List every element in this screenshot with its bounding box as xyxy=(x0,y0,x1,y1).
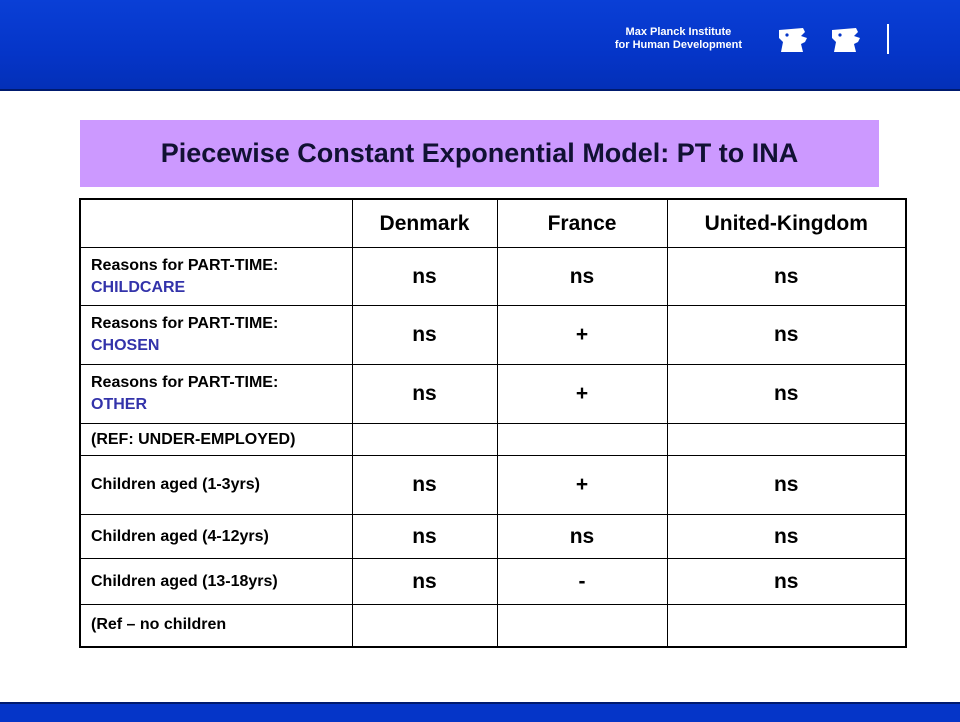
row-label-text: (Ref – no children xyxy=(91,616,227,634)
header-empty-cell xyxy=(80,199,352,248)
table-cell: ns xyxy=(497,248,667,306)
table-cell xyxy=(497,424,667,456)
row-label xyxy=(80,515,352,559)
table-cell: ns xyxy=(667,456,906,515)
row-label xyxy=(80,365,352,424)
institute-line-2: for Human Development xyxy=(614,39,742,51)
table-header-row xyxy=(80,199,906,248)
mpg-logo-icon xyxy=(777,26,811,54)
column-header: United-Kingdom xyxy=(667,199,906,248)
table-cell: ns xyxy=(352,456,497,515)
table-cell: + xyxy=(497,365,667,424)
row-label-sub: OTHER xyxy=(91,396,147,413)
row-label-text: (REF: UNDER-EMPLOYED) xyxy=(91,430,296,448)
row-label-text: Reasons for PART-TIME: xyxy=(91,374,279,391)
row-label-text: Children aged (4-12yrs) xyxy=(91,527,269,545)
row-label xyxy=(80,248,352,306)
column-header: France xyxy=(497,199,667,248)
table-cell: + xyxy=(497,306,667,365)
row-label xyxy=(80,306,352,365)
table-cell: ns xyxy=(497,515,667,559)
row-label-text: Reasons for PART-TIME: xyxy=(91,256,279,274)
row-label xyxy=(80,424,352,456)
table-cell: + xyxy=(497,456,667,515)
results-table xyxy=(79,198,907,648)
slide-title: Piecewise Constant Exponential Model: PT to INA xyxy=(160,138,799,168)
table-row xyxy=(80,515,906,559)
table-cell: ns xyxy=(352,559,497,605)
institute-name xyxy=(615,26,742,52)
table-cell: ns xyxy=(352,248,497,306)
header-bar xyxy=(0,0,960,91)
table-row xyxy=(80,605,906,647)
table-cell: ns xyxy=(667,306,906,365)
table-cell xyxy=(667,605,906,647)
row-label xyxy=(80,559,352,605)
table-cell xyxy=(352,605,497,647)
table-row xyxy=(80,424,906,456)
footer-bar xyxy=(0,702,960,722)
table-cell: - xyxy=(497,559,667,605)
table-row xyxy=(80,365,906,424)
institute-line-1: Max Planck Institute xyxy=(625,26,732,38)
column-header: Denmark xyxy=(352,199,497,248)
table-cell xyxy=(352,424,497,456)
table-cell: ns xyxy=(352,365,497,424)
table-row xyxy=(80,456,906,515)
table-row xyxy=(80,306,906,365)
row-label-sub: CHOSEN xyxy=(91,337,160,354)
table-cell xyxy=(497,605,667,647)
row-label-text: Children aged (13-18yrs) xyxy=(91,572,278,590)
table-cell xyxy=(667,424,906,456)
table-cell: ns xyxy=(667,515,906,559)
header-divider xyxy=(887,24,889,54)
title-banner xyxy=(80,120,879,187)
mpg-logo-icon-2 xyxy=(830,26,864,54)
table-row xyxy=(80,559,906,605)
row-label-text: Reasons for PART-TIME: xyxy=(91,315,279,332)
table-cell: ns xyxy=(352,515,497,559)
row-label xyxy=(80,456,352,515)
table-cell: ns xyxy=(667,365,906,424)
row-label xyxy=(80,605,352,647)
row-label-sub: CHILDCARE xyxy=(91,278,186,296)
row-label-text: Children aged (1-3yrs) xyxy=(91,476,260,493)
table-cell: ns xyxy=(352,306,497,365)
table-cell: ns xyxy=(667,248,906,306)
table-row xyxy=(80,248,906,306)
table-cell: ns xyxy=(667,559,906,605)
